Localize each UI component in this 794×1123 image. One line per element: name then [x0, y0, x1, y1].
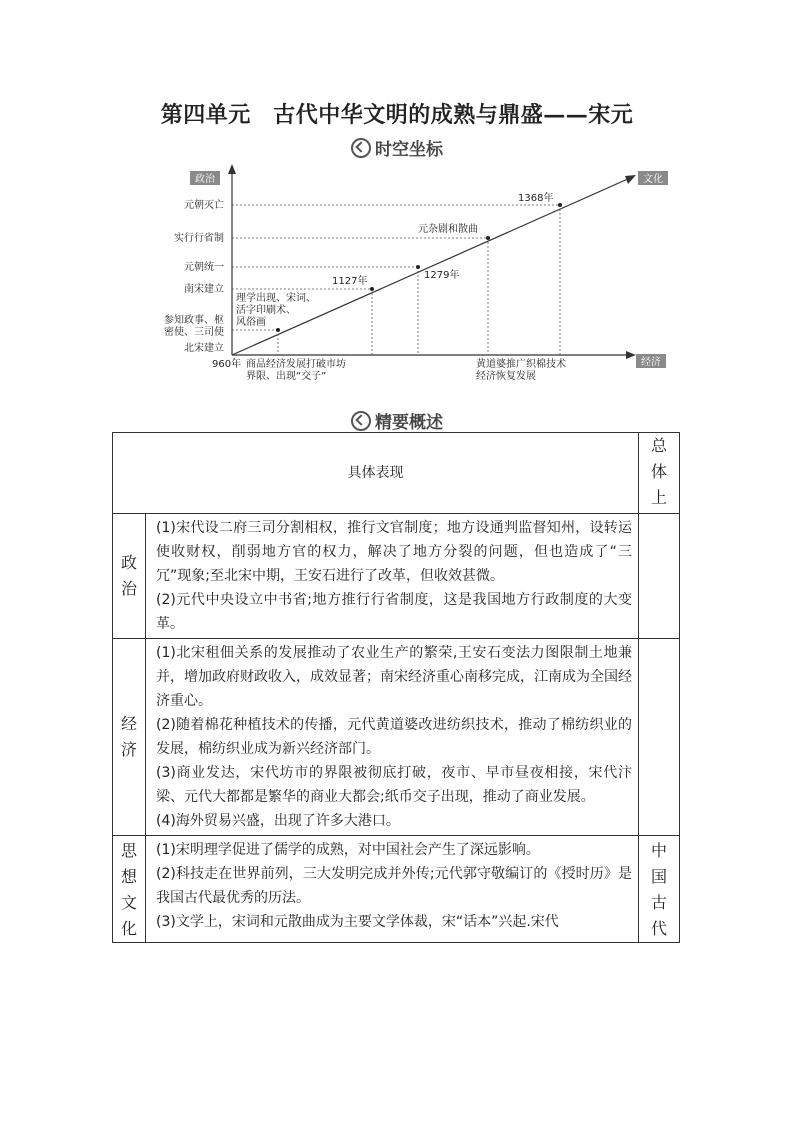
- diagonal-axis-arrow: [625, 175, 636, 184]
- row-right-char: 国: [650, 867, 667, 886]
- row-label-char: 文: [120, 893, 137, 912]
- row-label: [113, 836, 146, 943]
- point-label: 1368年: [518, 193, 554, 204]
- point-1368: [558, 203, 562, 207]
- table-row-culture: [113, 836, 680, 943]
- y-label: 南宋建立: [184, 284, 224, 295]
- row-right-cell: [639, 836, 680, 943]
- row-label-char: 济: [120, 740, 137, 759]
- economy-note-line: 经济恢复发展: [476, 371, 536, 382]
- origin-label: 960年: [212, 359, 242, 370]
- row-right-char: 中: [650, 841, 667, 860]
- row-label: [113, 639, 146, 836]
- row-right-char: 古: [650, 893, 667, 912]
- section-marker-icon: [351, 411, 371, 431]
- culture-note-line: 活字印刷术、: [236, 305, 296, 316]
- economy-note-line: 商品经济发展打破市坊: [246, 359, 346, 370]
- row-paragraph: (4)海外贸易兴盛，出现了许多大港口。: [156, 813, 400, 829]
- culture-note-line: 理学出现、宋词、: [236, 293, 316, 304]
- point-960: [276, 328, 280, 332]
- y-label: 元朝统一: [184, 262, 224, 273]
- timeline-diagram: [0, 160, 794, 410]
- row-label-char: 治: [120, 579, 137, 598]
- axis-label-politics: 政治: [195, 174, 215, 185]
- page-title: 第四单元 古代中华文明的成熟与鼎盛——宋元: [160, 102, 634, 128]
- y-label: 元朝灭亡: [184, 200, 224, 211]
- axis-label-culture: 文化: [643, 174, 663, 185]
- row-paragraph: (3)商业发达，宋代坊市的界限被彻底打破，夜市、早市昼夜相接，宋代汴梁、元代大都都是繁华的商业大都会;纸币交子出现，推动了商业发展。: [156, 765, 632, 805]
- header-right-char: 总: [650, 436, 667, 455]
- section-marker-icon: [351, 138, 371, 158]
- row-label-char: 想: [120, 867, 137, 886]
- row-label-char: 思: [120, 841, 137, 860]
- point-label: 1279年: [424, 270, 460, 281]
- section-heading-summary: [0, 408, 794, 433]
- table-row-politics: [113, 514, 680, 639]
- row-paragraph: (2)元代中央设立中书省;地方推行行省制度，这是我国地方行政制度的大变革。: [156, 592, 632, 632]
- y-label: 北宋建立: [184, 343, 224, 354]
- culture-note-line: 风俗画: [236, 317, 266, 328]
- header-right-char: 体: [650, 462, 667, 481]
- section-heading-text: 精要概述: [375, 413, 443, 433]
- row-paragraph: (1)宋代设二府三司分割相权，推行文官制度；地方设通判监督知州，设转运使收财权，削弱地方官的权力，解决了地方分裂的问题，但也造成了“三冗”现象;至北宋中期，王安石进行了改革，但收效甚微。: [156, 520, 632, 584]
- y-axis-arrow: [228, 164, 236, 174]
- section-heading-text: 时空坐标: [375, 140, 443, 160]
- table-row-economy: [113, 639, 680, 836]
- row-label-char: 政: [120, 553, 137, 572]
- header-main: 具体表现: [113, 433, 639, 514]
- axis-label-economy: 经济: [641, 357, 661, 368]
- row-paragraph: (2)科技走在世界前列，三大发明完成并外传;元代郭守敬编订的《授时历》是我国古代最优秀的历法。: [156, 866, 632, 906]
- header-right-char: 上: [650, 488, 667, 507]
- row-content: [146, 514, 639, 639]
- row-label-char: 化: [120, 919, 137, 938]
- row-content: [146, 836, 639, 943]
- x-axis-arrow: [626, 351, 636, 359]
- row-paragraph: (1)宋明理学促进了儒学的成熟，对中国社会产生了深远影响。: [156, 842, 540, 858]
- point-sheng: [486, 236, 490, 240]
- row-label: [113, 514, 146, 639]
- point-1127: [370, 287, 374, 291]
- table-header-row: [113, 433, 680, 514]
- y-label: 密使、三司使: [164, 327, 224, 338]
- row-right-cell: [639, 514, 680, 639]
- row-paragraph: (3)文学上，宋词和元散曲成为主要文学体裁，宋“话本”兴起.宋代: [156, 914, 559, 930]
- summary-table: [112, 432, 680, 943]
- row-content: [146, 639, 639, 836]
- section-heading-timeline: [0, 135, 794, 160]
- row-paragraph: (2)随着棉花种植技术的传播，元代黄道婆改进纺织技术，推动了棉纺织业的发展，棉纺织业成为新兴经济部门。: [156, 717, 632, 757]
- y-label: 实行行省制: [174, 233, 224, 244]
- row-paragraph: (1)北宋租佃关系的发展推动了农业生产的繁荣,王安石变法力图限制土地兼并，增加政府财政收入，成效显著；南宋经济重心南移完成，江南成为全国经济重心。: [156, 645, 632, 709]
- row-right-char: 代: [650, 919, 667, 938]
- point-label: 1127年: [332, 276, 368, 287]
- point-1279: [416, 265, 420, 269]
- y-label: 参知政事、枢: [164, 315, 224, 326]
- row-label-char: 经: [120, 714, 137, 733]
- header-right: [639, 433, 680, 514]
- point-label: 元杂剧和散曲: [418, 224, 478, 235]
- economy-note-line: 黄道婆推广织棉技术: [476, 359, 566, 370]
- row-right-cell: [639, 639, 680, 836]
- diagonal-axis: [232, 178, 630, 355]
- economy-note-line: 界限、出现“交子”: [246, 371, 327, 382]
